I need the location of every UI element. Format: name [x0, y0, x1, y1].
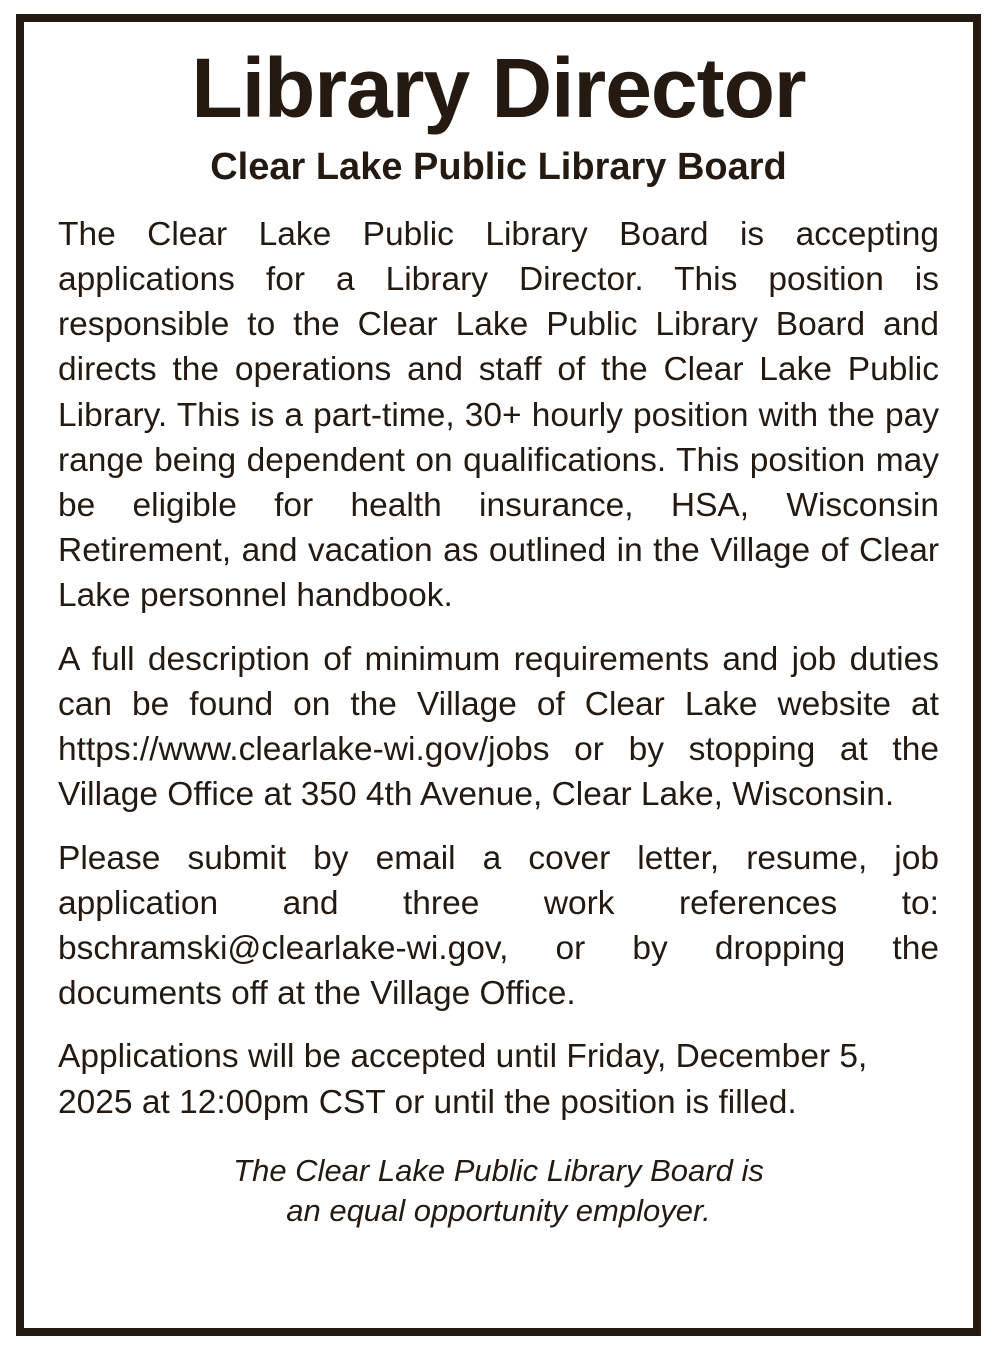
paragraph-position-description: The Clear Lake Public Library Board is accepting applications for a Library Director. This position is responsible to the Clear Lake Public Library Board and directs the operations and staff of the Clear Lake Public Library. This is a part-time, 30+ hourly position with the pay range being dependent on qualifications. This position may be eligible for health insurance, HSA, Wisconsin Retirement, and vacation as outlined in the Village of Clear Lake personnel handbook. — [58, 215, 939, 615]
ad-border-frame — [16, 14, 981, 1336]
paragraph-deadline: Applications will be accepted until Friday, December 5, 2025 at 12:00pm CST or until the position is filled. — [58, 1038, 868, 1121]
organization-subtitle: Clear Lake Public Library Board — [210, 146, 787, 188]
paragraph-full-description: A full description of minimum requirements and job duties can be found on the Village of Clear Lake website at https://www.clearlake-wi.gov/jobs or by stopping at the Village Office at 350 4th Avenue, Clear Lake, Wisconsin. — [58, 640, 939, 814]
page-title: Library Director — [191, 41, 806, 135]
equal-opportunity-statement — [58, 1151, 939, 1232]
paragraph-submission-instructions: Please submit by email a cover letter, resume, job application and three work references to: bschramski@clearlake-wi.gov, or by dropping the documents off at the Village Office. — [58, 839, 939, 1013]
equal-opportunity-line-1: The Clear Lake Public Library Board is — [233, 1152, 764, 1188]
equal-opportunity-line-2: an equal opportunity employer. — [286, 1193, 711, 1229]
